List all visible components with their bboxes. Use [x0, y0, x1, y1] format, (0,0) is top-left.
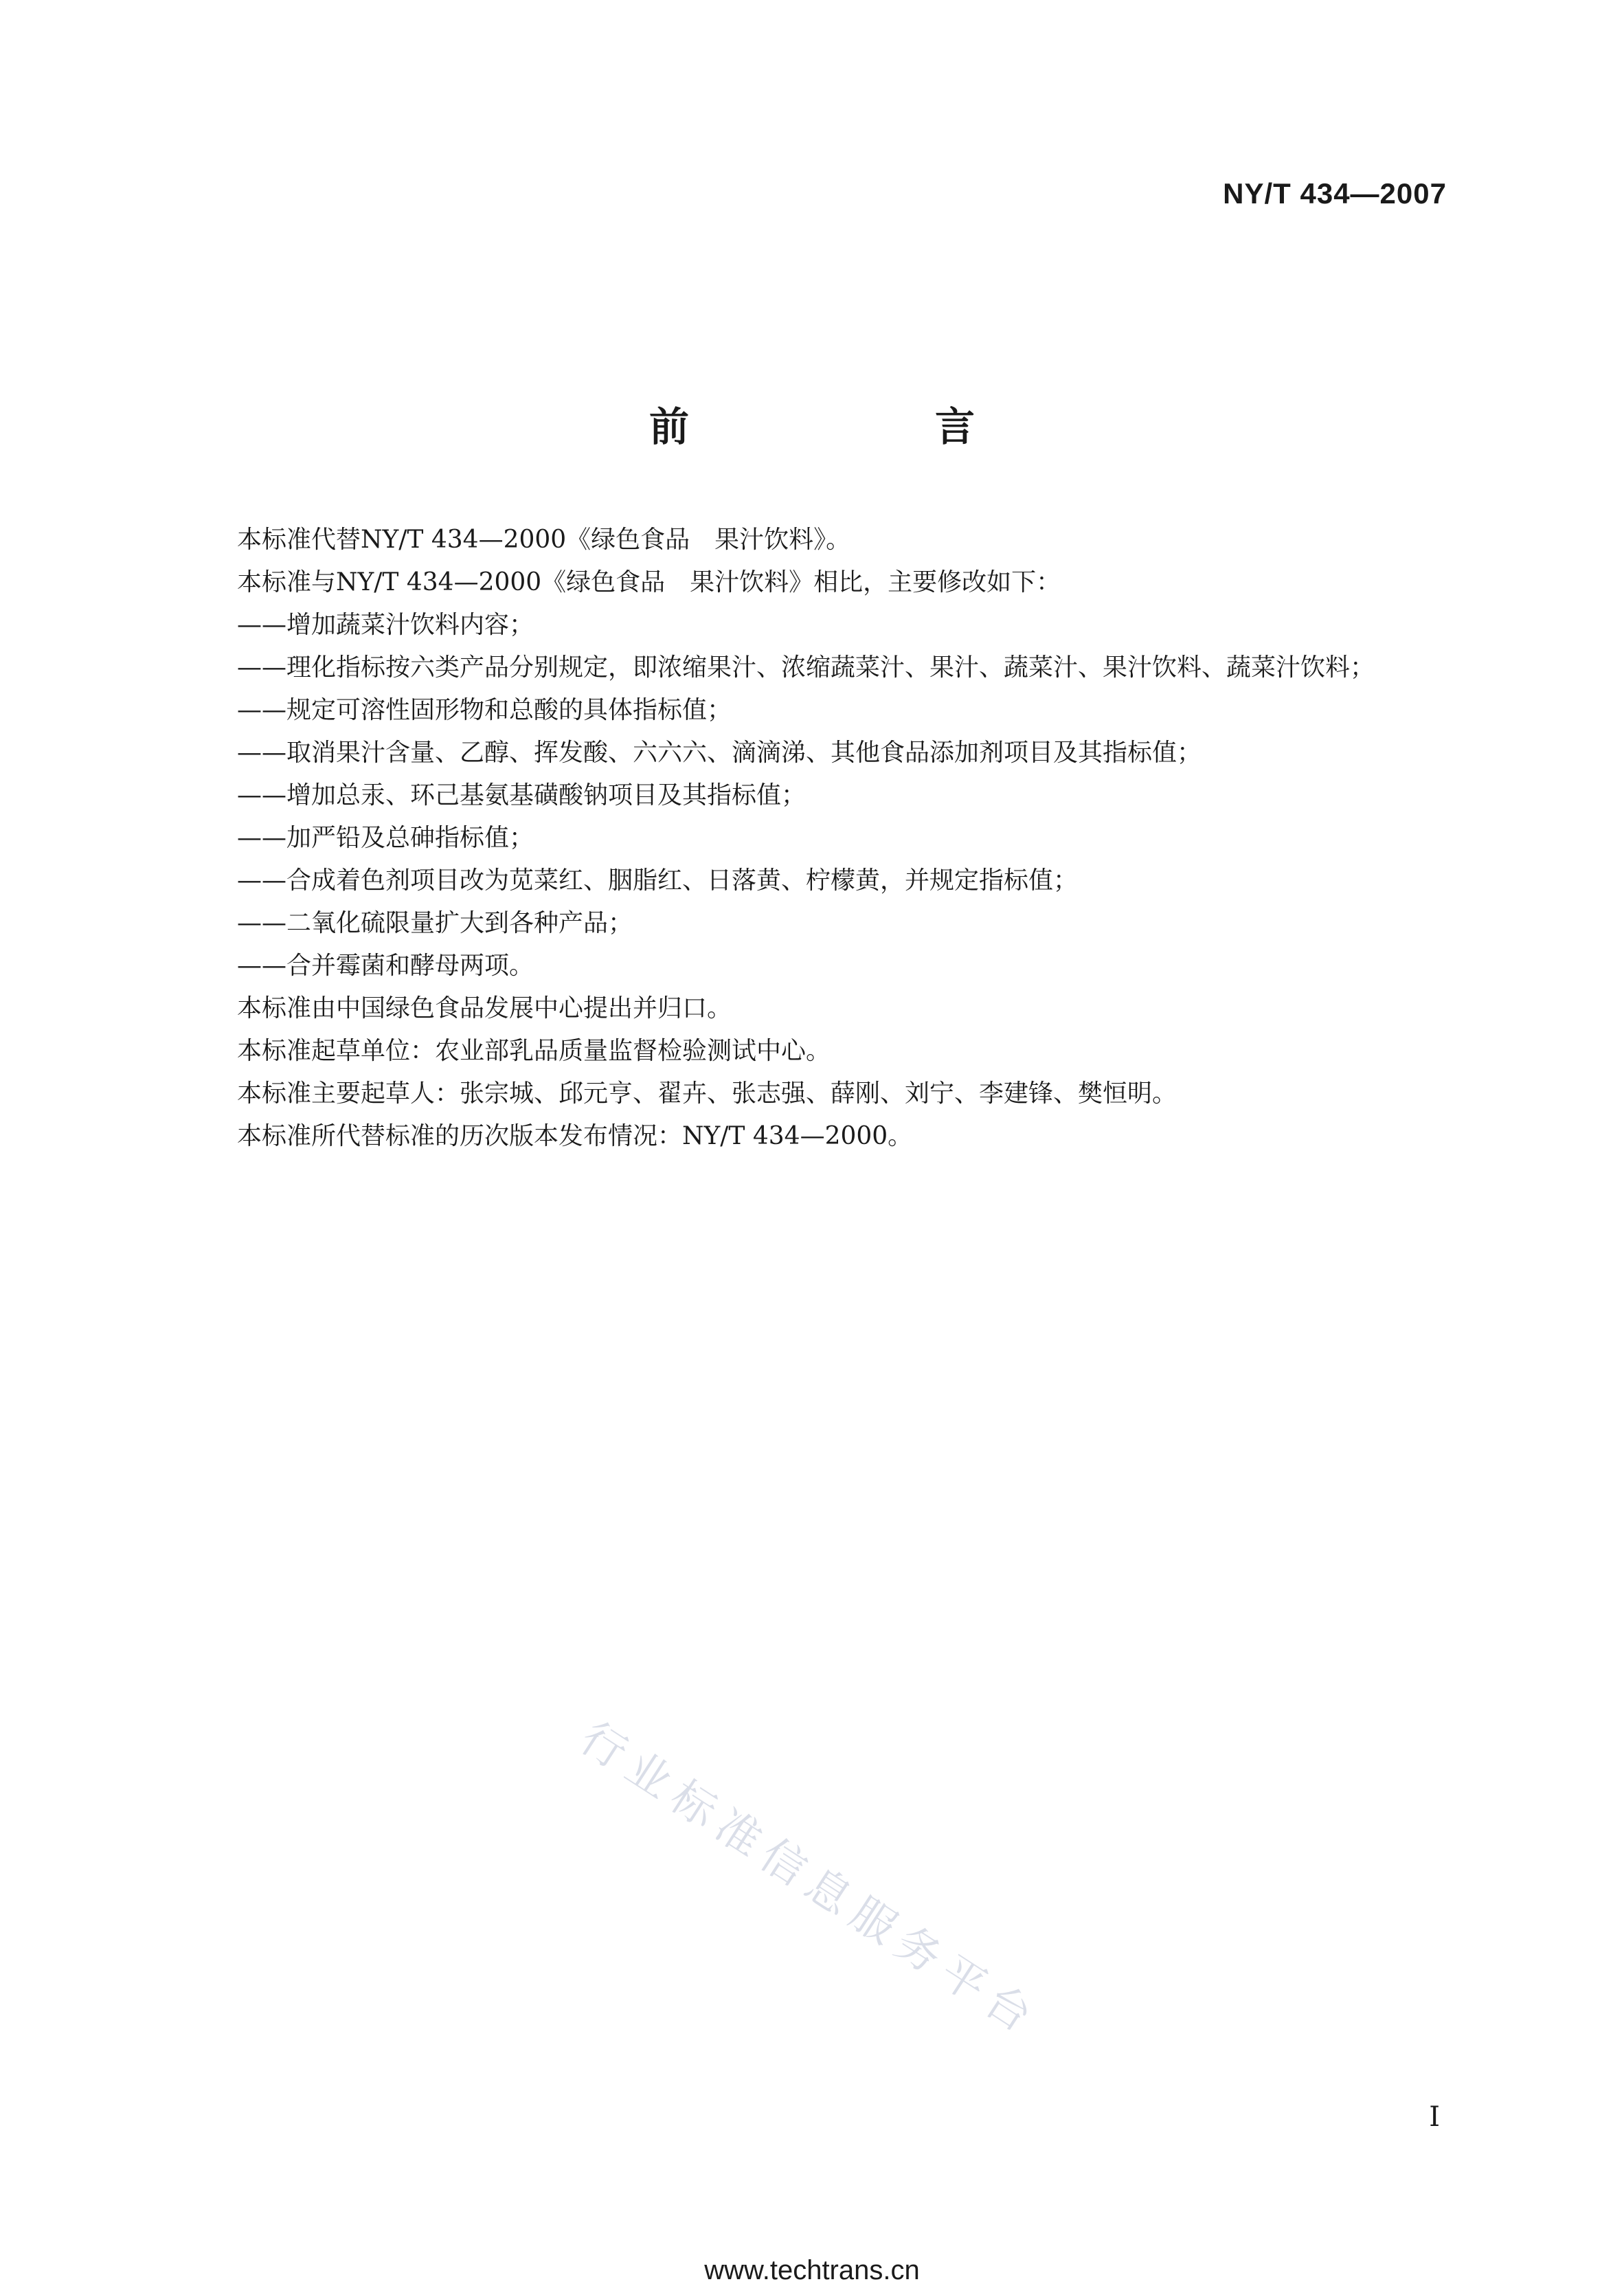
- foreword-body: [237, 519, 1460, 1158]
- change-item: ——规定可溶性固形物和总酸的具体指标值；: [237, 696, 732, 724]
- change-item: ——二氧化硫限量扩大到各种产品；: [237, 909, 633, 937]
- change-item: ——加严铅及总砷指标值；: [237, 824, 534, 852]
- change-item: ——合并霉菌和酵母两项。: [237, 952, 534, 980]
- standard-code: NY/T 434—2007: [1223, 177, 1447, 210]
- change-item: ——增加蔬菜汁饮料内容；: [237, 611, 534, 639]
- page-title: 前 言: [649, 403, 1078, 450]
- watermark: 行业标准信息服务平台: [571, 1712, 1048, 2048]
- paragraph-drafters: 本标准主要起草人：张宗城、邱元亨、翟卉、张志强、薛刚、刘宁、李建锋、樊恒明。: [237, 1079, 1177, 1108]
- paragraph-proposer: 本标准由中国绿色食品发展中心提出并归口。: [237, 994, 732, 1022]
- page-number: I: [1429, 2101, 1440, 2133]
- paragraph-history: 本标准所代替标准的历次版本发布情况：NY/T 434—2000。: [237, 1122, 913, 1150]
- change-item: ——取消果汁含量、乙醇、挥发酸、六六六、滴滴涕、其他食品添加剂项目及其指标值；: [237, 739, 1202, 767]
- footer-url: www.techtrans.cn: [704, 2255, 920, 2285]
- change-item: ——合成着色剂项目改为苋菜红、胭脂红、日落黄、柠檬黄，并规定指标值；: [237, 866, 1079, 895]
- paragraph-replaces: 本标准代替NY/T 434—2000《绿色食品 果汁饮料》。: [237, 526, 851, 554]
- change-item: ——增加总汞、环己基氨基磺酸钠项目及其指标值；: [237, 781, 807, 809]
- change-item: ——理化指标按六类产品分别规定，即浓缩果汁、浓缩蔬菜汁、果汁、蔬菜汁、果汁饮料、蔬菜汁饮料；: [237, 653, 1375, 682]
- paragraph-changes-intro: 本标准与NY/T 434—2000《绿色食品 果汁饮料》相比，主要修改如下：: [237, 568, 1061, 596]
- paragraph-drafting-unit: 本标准起草单位：农业部乳品质量监督检验测试中心。: [237, 1037, 831, 1065]
